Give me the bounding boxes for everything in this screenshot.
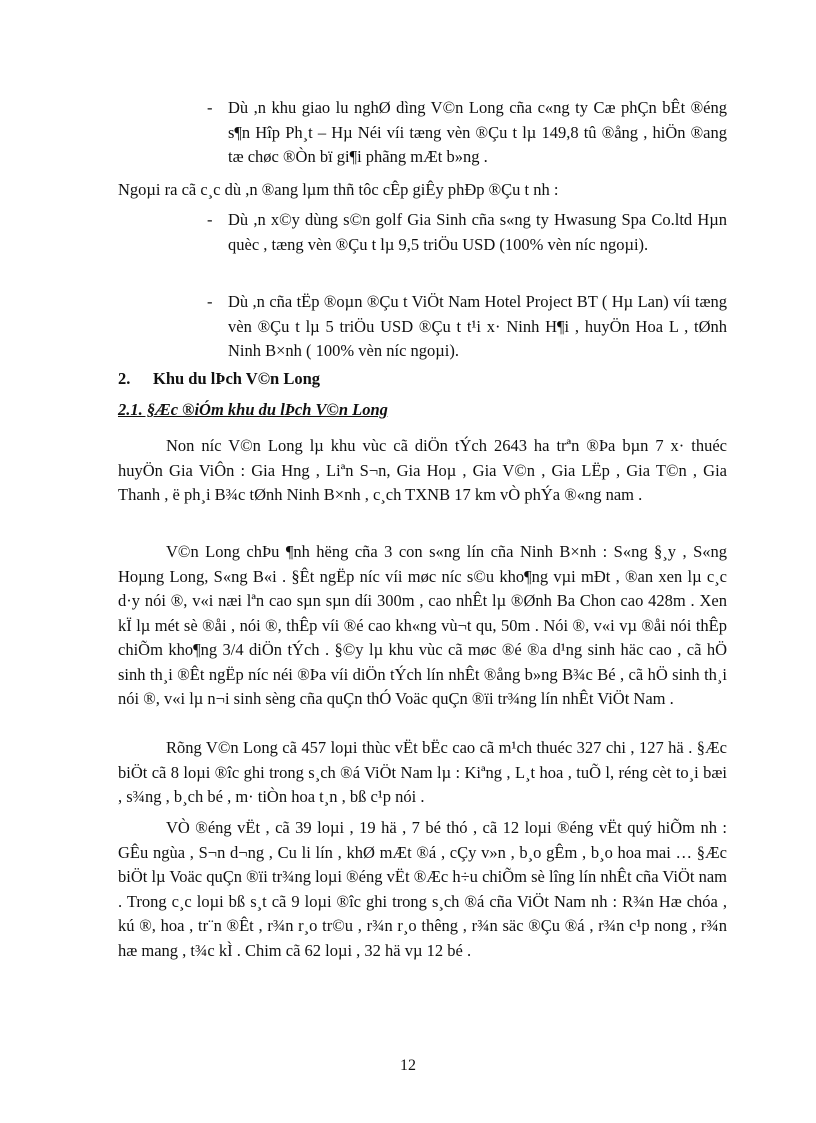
- paragraph-flora: Rõng V©n Long cã 457 loµi thùc vËt bËc cao cã m¹ch thuéc 327 chi , 127 hä . §Æc biÖt cã 8 loµi ®îc ghi trong s¸ch ®á ViÖt Nam lµ : Kiªng , L¸t hoa , tuÕ l, réng cèt to¸i bæi , s¾ng , b¸ch bé , m· tiÒn hoa t¸n , bß c¹p nói .: [118, 738, 727, 806]
- bullet-project-van-long-resort: [207, 96, 727, 170]
- section-title: Khu du lÞch V©n Long: [153, 369, 321, 388]
- subsection-heading: 2.1. §Æc ®iÓm khu du lÞch V©n Long: [118, 400, 388, 419]
- paragraph-geography: V©n Long chÞu ¶nh hëng cña 3 con s«ng lín cña Ninh B×nh : S«ng §¸y , S«ng Hoµng Long, S«ng B«i . §Êt ngËp níc víi møc níc s©u kho¶ng vµi mÐt , ®an xen lµ c¸c d·y nói ®, v«i næi lªn cao sµn sµn díi 300m , cao nhÊt lµ ®Ønh Ba Chon cao 428m . Xen kÏ lµ mét sè ®åi , nói ®, thÊp víi ®é cao kh«ng vù¬t qu, 50m . Nói ®, v«i vµ ®åi nói thÊp chiÕm kho¶ng 3/4 diÖn tÝch . §©y lµ khu vùc cã møc ®é ®a d¹ng sinh häc cao , cã hÖ sinh th¸i ®Êt ngËp níc néi ®Þa víi diÖn tÝch lín nhÊt ®ång b»ng B¾c Bé , cã hÖ sinh th¸i nói ®, v«i lµ n¬i sinh sèng cña quÇn thÓ Voäc quÇn ®ïi tr¾ng lín nhÊt ViÖt Nam .: [118, 542, 727, 708]
- section-number: 2.: [118, 369, 131, 388]
- bullet-text: Dù ,n khu giao lu nghØ dìng V©n Long cña c«ng ty Cæ phÇn bÊt ®éng s¶n Hîp Ph¸t – Hµ Néi víi tæng vèn ®Çu t lµ 149,8 tû ®ång , hiÖn ®ang tæ chøc ®Òn bï gi¶i phãng mÆt b»ng .: [228, 98, 727, 166]
- bullet-text: Dù ,n cña tËp ®oµn ®Çu t ViÖt Nam Hotel Project BT ( Hµ Lan) víi tæng vèn ®Çu t lµ 5 triÖu USD ®Çu t t¹i x· Ninh H¶i , huyÖn Hoa L , tØnh Ninh B×nh ( 100% vèn níc ngoµi).: [228, 292, 727, 360]
- page-number: 12: [400, 1057, 416, 1074]
- bullet-dash: -: [207, 292, 213, 311]
- bullet-dash: -: [207, 98, 213, 117]
- section-heading: [118, 369, 320, 389]
- bullet-text: Dù ,n x©y dùng s©n golf Gia Sinh cña s«ng ty Hwasung Spa Co.ltd Hµn quèc , tæng vèn ®Çu t lµ 9,5 triÖu USD (100% vèn níc ngoµi).: [228, 210, 727, 254]
- intro-line: Ngoµi ra cã c¸c dù ,n ®ang lµm thñ tôc cÊp giÊy phÐp ®Çu t nh :: [118, 180, 559, 199]
- paragraph-fauna: VÒ ®éng vËt , cã 39 loµi , 19 hä , 7 bé thó , cã 12 loµi ®éng vËt quý hiÕm nh : GÊu ngùa , S¬n d¬ng , Cu li lín , khØ mÆt ®á , cÇy v»n , b¸o gÊm , b¸o hoa mai … §Æc biÖt lµ Voäc quÇn ®ïi tr¾ng loµi ®éng vËt ®Æc h÷u chiÕm sè lîng lín nhÊt cña ViÖt nam . Trong c¸c loµi bß s¸t cã 9 loµi ®îc ghi trong s¸ch ®á cña ViÖt Nam nh : R¾n Hæ chóa , kú ®, hoa , tr¨n ®Êt , r¾n r¸o tr©u , r¾n r¸o thêng , r¾n säc ®Çu ®á , r¾n c¹p nong , r¾n hæ mang , t¾c kÌ . Chim cã 62 loµi , 32 hä vµ 12 bé .: [118, 818, 727, 960]
- paragraph-location: Non níc V©n Long lµ khu vùc cã diÖn tÝch 2643 ha trªn ®Þa bµn 7 x· thuéc huyÖn Gia ViÔn : Gia Hng , Liªn S¬n, Gia Hoµ , Gia V©n , Gia LËp , Gia T©n , Gia Thanh , ë ph¸i B¾c tØnh Ninh B×nh , c¸ch TXNB 17 km vÒ phÝa ®«ng nam .: [118, 436, 727, 504]
- bullet-dash: -: [207, 210, 213, 229]
- bullet-project-golf: [207, 208, 727, 257]
- bullet-project-hotel: [207, 290, 727, 364]
